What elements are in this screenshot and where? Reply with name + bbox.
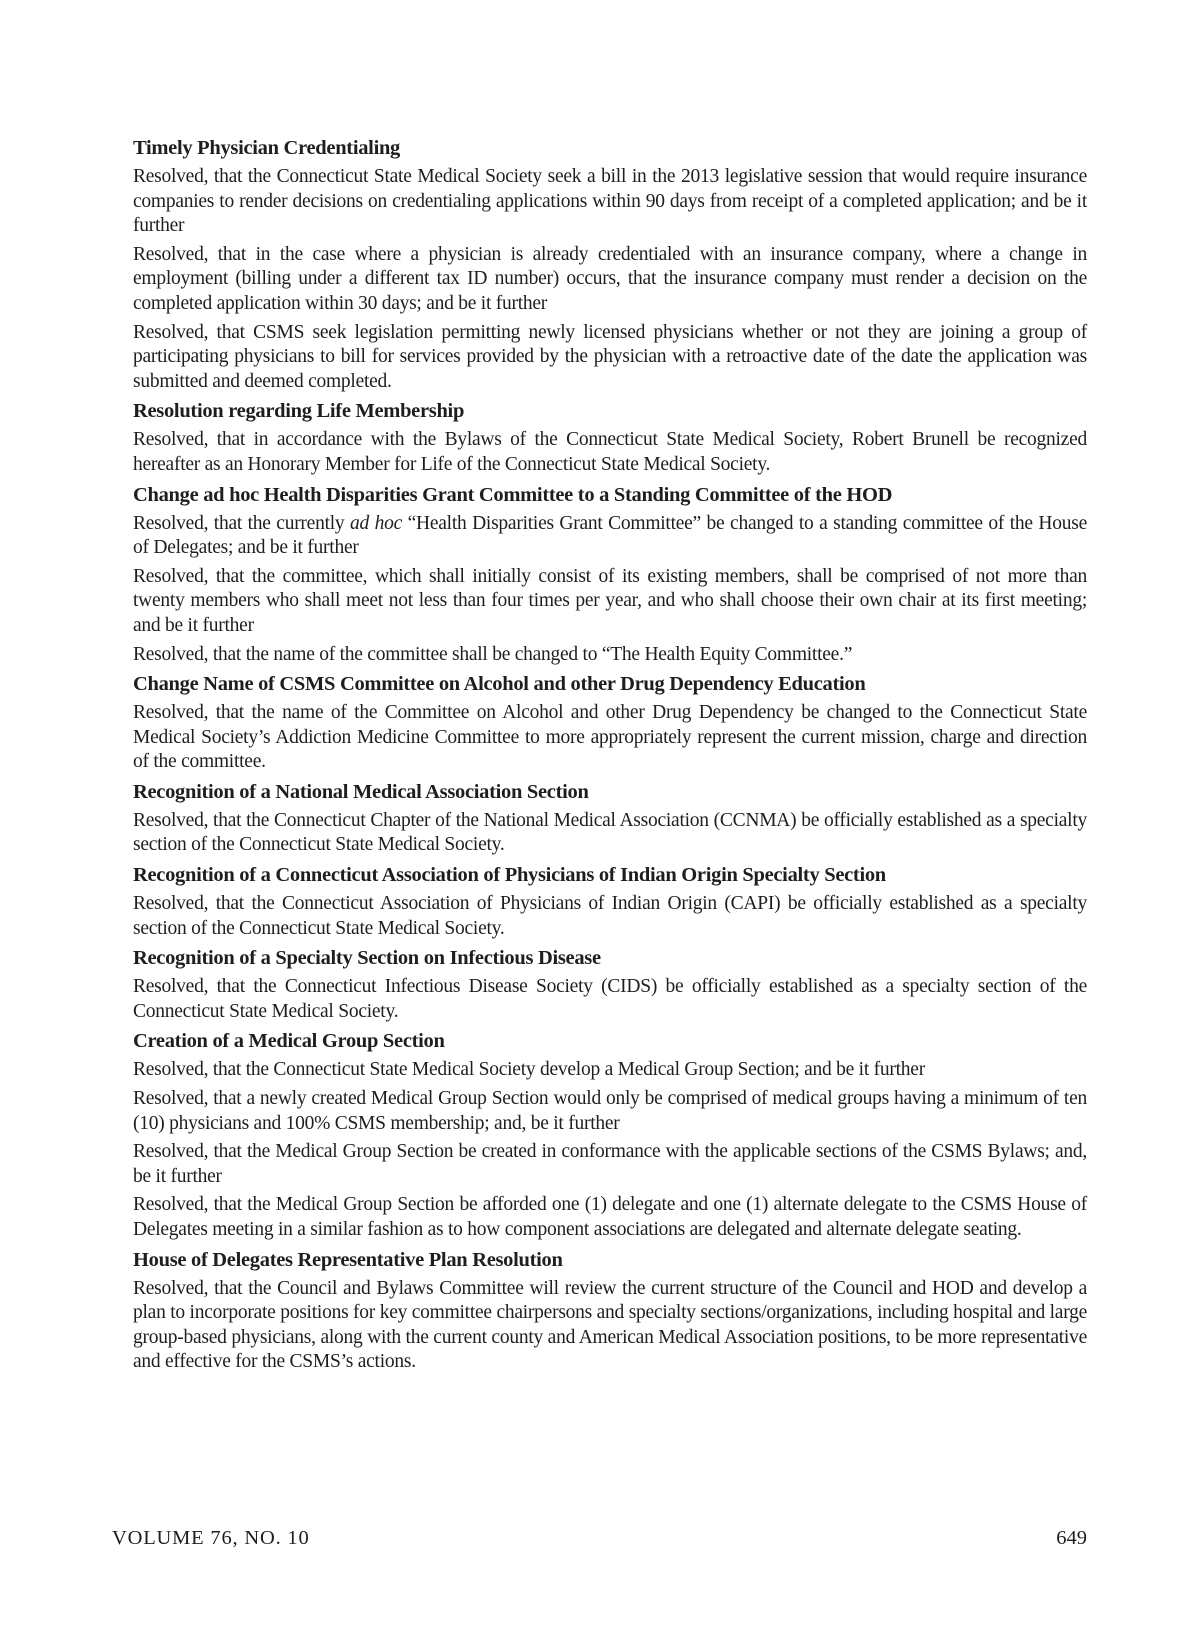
resolution-paragraph: [133, 512, 1087, 561]
resolution-paragraph: Resolved, that the name of the Committee on Alcohol and other Drug Dependency be changed to the Connecticut State Medical Society’s Addiction Medicine Committee to more appropriately represent the current mission, charge and direction of the committee.: [133, 702, 1087, 773]
section-heading: Recognition of a Connecticut Association of Physicians of Indian Origin Specialty Section: [133, 864, 886, 887]
resolution-paragraph: Resolved, that the Connecticut State Medical Society seek a bill in the 2013 legislative session that would require insurance companies to render decisions on credentialing applications within 90 days from receipt of a completed application; and be it further: [133, 166, 1087, 237]
resolution-paragraph: Resolved, that the Medical Group Section be afforded one (1) delegate and one (1) alternate delegate to the CSMS House of Delegates meeting in a similar fashion as to how component associations are delegated and alternate delegate seating.: [133, 1194, 1087, 1240]
resolution-paragraph: Resolved, that the Medical Group Section be created in conformance with the applicable sections of the CSMS Bylaws; and, be it further: [133, 1141, 1087, 1187]
section-heading: Change ad hoc Health Disparities Grant Committee to a Standing Committee of the HOD: [133, 483, 893, 506]
section-hod-representative-plan: [133, 1247, 1087, 1375]
resolution-paragraph: Resolved, that the committee, which shall initially consist of its existing members, shall be comprised of not more than twenty members who shall meet not less than four times per year, and who shall choose their own chair at its first meeting; and be it further: [133, 565, 1087, 636]
section-heading: Recognition of a Specialty Section on Infectious Disease: [133, 947, 601, 970]
resolution-rest: “Health Disparities Grant Committee” be changed to a standing committee of the House of Delegates; and be it further: [133, 512, 1087, 559]
section-timely-physician-credentialing: [133, 135, 1087, 394]
section-health-disparities-committee: [133, 482, 1087, 668]
section-heading: Resolution regarding Life Membership: [133, 400, 465, 423]
resolution-paragraph: Resolved, that a newly created Medical Group Section would only be comprised of medical groups having a minimum of ten (10) physicians and 100% CSMS membership; and, be it further: [133, 1088, 1087, 1134]
resolution-lead: Resolved, that the currently: [133, 512, 351, 534]
section-life-membership: [133, 398, 1087, 477]
resolution-paragraph: Resolved, that the Council and Bylaws Committee will review the current structure of the Council and HOD and develop a plan to incorporate positions for key committee chairpersons and specialty sections/organizations, including hospital and large group-based physicians, along with the current county and American Medical Association positions, to be more representative and effective for the CSMS’s actions.: [133, 1277, 1087, 1373]
page-number: 649: [1056, 1527, 1087, 1549]
section-national-medical-association: [133, 779, 1087, 858]
resolution-paragraph: Resolved, that the Connecticut State Medical Society develop a Medical Group Section; and be it further: [133, 1059, 925, 1081]
resolution-paragraph: Resolved, that the name of the committee shall be changed to “The Health Equity Committee.”: [133, 643, 853, 665]
section-heading: Timely Physician Credentialing: [133, 137, 401, 159]
resolution-paragraph: Resolved, that the Connecticut Chapter of the National Medical Association (CCNMA) be officially established as a specialty section of the Connecticut State Medical Society.: [133, 809, 1087, 856]
ad-hoc-italic: ad hoc: [350, 512, 403, 534]
resolution-paragraph: Resolved, that in the case where a physician is already credentialed with an insurance company, where a change in employment (billing under a different tax ID number) occurs, that the insurance company must render a decision on the completed application within 30 days; and be it further: [133, 243, 1087, 314]
section-medical-group: [133, 1028, 1087, 1242]
section-heading: Creation of a Medical Group Section: [133, 1030, 445, 1053]
resolution-paragraph: Resolved, that the Connecticut Infectious Disease Society (CIDS) be officially established as a specialty section of the Connecticut State Medical Society.: [133, 976, 1087, 1022]
resolution-paragraph: Resolved, that CSMS seek legislation permitting newly licensed physicians whether or not they are joining a group of participating physicians to bill for services provided by the physician with a retroactive date of the date the application was submitted and deemed completed.: [133, 321, 1087, 392]
resolution-paragraph: Resolved, that the Connecticut Association of Physicians of Indian Origin (CAPI) be officially established as a specialty section of the Connecticut State Medical Society.: [133, 893, 1087, 939]
section-addiction-medicine-committee: [133, 671, 1087, 775]
resolution-paragraph: Resolved, that in accordance with the Bylaws of the Connecticut State Medical Society, Robert Brunell be recognized hereafter as an Honorary Member for Life of the Connecticut State Medical Society.: [133, 429, 1087, 475]
section-heading: House of Delegates Representative Plan Resolution: [133, 1248, 563, 1271]
section-heading: Recognition of a National Medical Association Section: [133, 780, 589, 803]
section-indian-origin-physicians: [133, 862, 1087, 941]
section-infectious-disease: [133, 945, 1087, 1024]
section-heading: Change Name of CSMS Committee on Alcohol and other Drug Dependency Education: [133, 673, 866, 696]
volume-label: VOLUME 76, NO. 10: [112, 1527, 310, 1549]
document-body: [133, 135, 1087, 1379]
